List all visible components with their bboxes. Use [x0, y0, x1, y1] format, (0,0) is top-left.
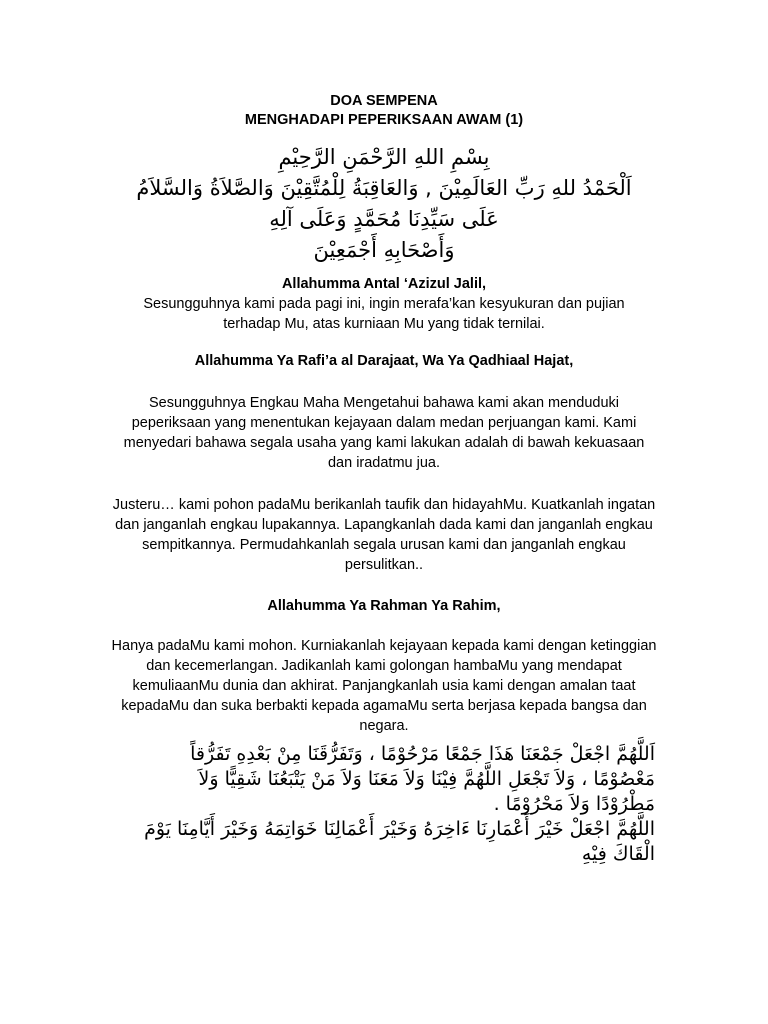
section-2-paragraph-2-line: sempitkannya. Permudahkanlah segala urusan kami dan janganlah engkau [142, 537, 626, 553]
section-3-text [70, 636, 698, 736]
closing-arabic-line: الْقَاكَ فِيْهِ [581, 843, 655, 865]
section-2-paragraph-2-line: dan janganlah engkau lupakannya. Lapangkanlah dada kami dan janganlah engkau [115, 517, 653, 533]
opening-arabic-line: عَلَى سَيِّدِنَا مُحَمَّدٍ وَعَلَى آلِهِ [269, 207, 499, 231]
section-3-text-line: dan kecemerlangan. Jadikanlah kami golongan hambaMu yang mendapat [146, 658, 622, 674]
opening-arabic-line: بِسْمِ اللهِ الرَّحْمَنِ الرَّحِيْمِ [278, 145, 490, 169]
closing-arabic-line: مَطْرُوْدًا وَلاَ مَحْرُوْمًا . [493, 793, 655, 815]
opening-arabic-line: وَأَصْحَابِهِ أَجْمَعِيْنَ [313, 238, 455, 262]
section-1-heading: Allahumma Antal ‘Azizul Jalil, [281, 276, 487, 292]
opening-arabic-line: اَلْحَمْدُ للهِ رَبِّ العَالَمِيْنَ , وَالعَاقِبَةُ لِلْمُتَّقِيْنَ وَالصَّلاَةُ وَالسَّلاَمُ [136, 176, 632, 200]
section-2-paragraph-2-line: Justeru… kami pohon padaMu berikanlah taufik dan hidayahMu. Kuatkanlah ingatan [112, 497, 656, 513]
section-2-paragraph-2 [70, 495, 698, 575]
section-3-text-line: kepadaMu dan suka berbakti kepada agamaMu serta berjasa kepada bangsa dan [121, 698, 647, 714]
section-3-text-line: negara. [359, 718, 409, 734]
opening-arabic [40, 142, 728, 266]
section-2-paragraph-1 [70, 393, 698, 473]
section-3-text-line: Hanya padaMu kami mohon. Kurniakanlah kejayaan kepada kami dengan ketinggian [111, 638, 657, 654]
closing-arabic-line: مَعْصُوْمًا ، وَلاَ تَجْعَلِ اللَّهُمَّ فِيْنَا وَلاَ مَعَنَا وَلاَ مَنْ يَتْبَعُنَا شَقِيًّا وَلاَ [198, 768, 655, 790]
section-1-text-line: terhadap Mu, atas kurniaan Mu yang tidak ternilai. [223, 316, 545, 332]
section-2-paragraph-1-line: Sesungguhnya Engkau Maha Mengetahui bahawa kami akan menduduki [149, 395, 619, 411]
section-1-text [70, 294, 698, 334]
section-2-paragraph-1-line: dan iradatmu jua. [327, 455, 441, 471]
closing-arabic-line: اللَّهُمَّ اجْعَلْ خَيْرَ أَعْمَارِنَا ءَاخِرَهُ وَخَيْرَ أَعْمَالِنَا خَوَاتِمَهُ وَخَيْرَ أَيَّامِنَا يَوْمَ [144, 818, 655, 840]
section-2-paragraph-1-line: peperiksaan yang menentukan kejayaan dalam medan perjuangan kami. Kami [131, 415, 637, 431]
section-2-paragraph-1-line: menyedari bahawa segala usaha yang kami lakukan adalah di bawah kekuasaan [123, 435, 645, 451]
document-title-line-2: MENGHADAPI PEPERIKSAAN AWAM (1) [244, 112, 524, 128]
section-3-text-line: kemuliaanMu dunia dan akhirat. Panjangkanlah usia kami dengan amalan taat [132, 678, 636, 694]
closing-arabic [100, 742, 655, 867]
document-title-line-1: DOA SEMPENA [330, 93, 438, 109]
closing-arabic-line: اَللَّهُمَّ اجْعَلْ جَمْعَنَا هَذَا جَمْعًا مَرْحُوْمًا ، وَتَفَرُّقَنَا مِنْ بَعْدِهِ تَفَرُّقاً [190, 743, 655, 765]
section-1-text-line: Sesungguhnya kami pada pagi ini, ingin merafa’kan kesyukuran dan pujian [143, 296, 625, 312]
section-3-heading: Allahumma Ya Rahman Ya Rahim, [267, 598, 501, 614]
section-2-paragraph-2-line: persulitkan.. [344, 557, 424, 573]
section-2-heading: Allahumma Ya Rafi’a al Darajaat, Wa Ya Qadhiaal Hajat, [194, 353, 574, 369]
